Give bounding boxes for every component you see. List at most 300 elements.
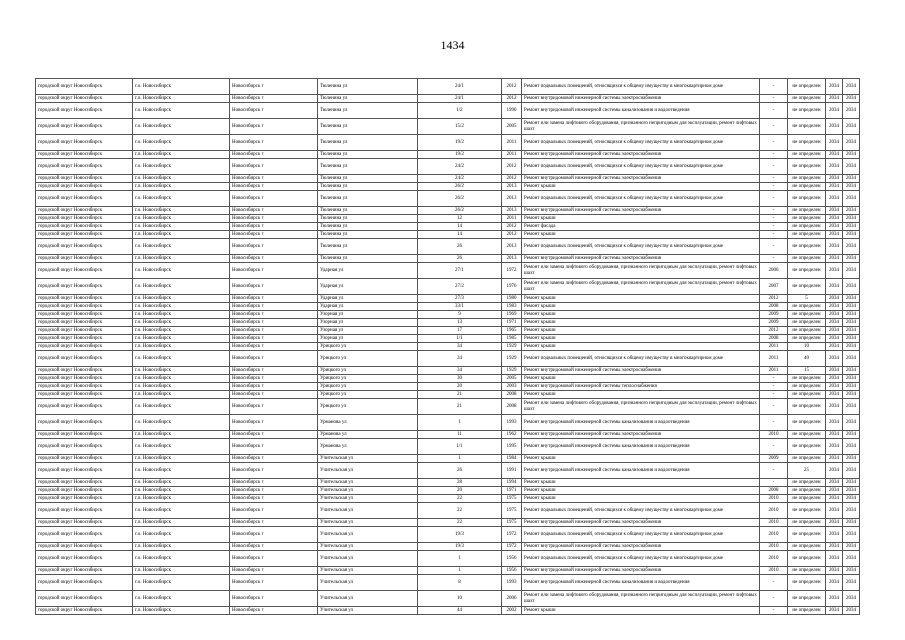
year-cell: 1993 <box>502 575 522 591</box>
table-row <box>36 135 860 151</box>
end-year-cell: 2034 <box>843 327 860 335</box>
end-year-cell: 2034 <box>843 311 860 319</box>
street-cell: Ударная ул <box>318 279 418 295</box>
street-cell: Урманова ул <box>318 431 418 439</box>
work-type-cell: Ремонт крыши <box>522 343 760 351</box>
start-year-cell: 2034 <box>826 519 843 527</box>
start-year-cell: 2034 <box>826 463 843 479</box>
work-type-cell: Ремонт подвальных помещений, относящихся к общему имуществу в многоквартирном доме <box>522 351 760 367</box>
start-year-cell: 2034 <box>826 119 843 135</box>
district-cell: городской округ Новосибирск <box>36 479 133 487</box>
municipality-cell: г.о. Новосибирск <box>133 159 230 175</box>
wear-cell: не определен <box>788 303 826 311</box>
start-year-cell: 2034 <box>826 263 843 279</box>
start-year-cell: 2034 <box>826 279 843 295</box>
street-cell: Учительская ул <box>318 591 418 607</box>
table-row <box>36 159 860 175</box>
end-year-cell: 2034 <box>843 295 860 303</box>
city-cell: Новосибирск г <box>230 607 318 615</box>
house-cell: 22 <box>418 519 502 527</box>
street-cell: Ударная ул <box>318 303 418 311</box>
start-year-cell: 2034 <box>826 255 843 263</box>
city-cell: Новосибирск г <box>230 191 318 207</box>
last-repair-cell: - <box>760 159 788 175</box>
year-cell: 1972 <box>502 527 522 543</box>
district-cell: городской округ Новосибирск <box>36 215 133 223</box>
last-repair-cell: - <box>760 103 788 119</box>
city-cell: Новосибирск г <box>230 335 318 343</box>
city-cell: Новосибирск г <box>230 527 318 543</box>
house-cell: 13 <box>418 319 502 327</box>
last-repair-cell: - <box>760 375 788 383</box>
last-repair-cell: - <box>760 207 788 215</box>
table-row <box>36 79 860 95</box>
year-cell: 2005 <box>502 119 522 135</box>
last-repair-cell: 2010 <box>760 495 788 503</box>
table-row <box>36 263 860 279</box>
table-row <box>36 495 860 503</box>
work-type-cell: Ремонт крыши <box>522 311 760 319</box>
start-year-cell: 2034 <box>826 575 843 591</box>
wear-cell: не определен <box>788 479 826 487</box>
wear-cell: не определен <box>788 607 826 615</box>
work-type-cell: Ремонт подвальных помещений, относящихся к общему имуществу в многоквартирном доме <box>522 527 760 543</box>
district-cell: городской округ Новосибирск <box>36 527 133 543</box>
municipality-cell: г.о. Новосибирск <box>133 79 230 95</box>
year-cell: 2011 <box>502 215 522 223</box>
work-type-cell: Ремонт подвальных помещений, относящихся к общему имуществу в многоквартирном доме <box>522 191 760 207</box>
end-year-cell: 2034 <box>843 79 860 95</box>
start-year-cell: 2034 <box>826 527 843 543</box>
district-cell: городской округ Новосибирск <box>36 135 133 151</box>
district-cell: городской округ Новосибирск <box>36 263 133 279</box>
wear-cell: не определен <box>788 119 826 135</box>
last-repair-cell: 2008 <box>760 303 788 311</box>
table-row <box>36 503 860 519</box>
district-cell: городской округ Новосибирск <box>36 607 133 615</box>
end-year-cell: 2034 <box>843 551 860 567</box>
last-repair-cell: 2009 <box>760 311 788 319</box>
street-cell: Урицкого ул <box>318 367 418 375</box>
year-cell: 1929 <box>502 343 522 351</box>
end-year-cell: 2034 <box>843 239 860 255</box>
municipality-cell: г.о. Новосибирск <box>133 311 230 319</box>
house-cell: 34 <box>418 351 502 367</box>
wear-cell: не определен <box>788 175 826 183</box>
end-year-cell: 2034 <box>843 207 860 215</box>
end-year-cell: 2034 <box>843 463 860 479</box>
end-year-cell: 2034 <box>843 487 860 495</box>
start-year-cell: 2034 <box>826 367 843 375</box>
house-cell: 15/2 <box>418 119 502 135</box>
house-cell: 24/2 <box>418 175 502 183</box>
work-type-cell: Ремонт подвальных помещений, относящихся к общему имуществу в многоквартирном доме <box>522 503 760 519</box>
work-type-cell: Ремонт крыши <box>522 319 760 327</box>
street-cell: Учительская ул <box>318 567 418 575</box>
city-cell: Новосибирск г <box>230 399 318 415</box>
district-cell: городской округ Новосибирск <box>36 431 133 439</box>
end-year-cell: 2034 <box>843 255 860 263</box>
municipality-cell: г.о. Новосибирск <box>133 519 230 527</box>
table-row <box>36 303 860 311</box>
district-cell: городской округ Новосибирск <box>36 415 133 431</box>
last-repair-cell: - <box>760 479 788 487</box>
street-cell: Узорная ул <box>318 327 418 335</box>
house-cell: 11 <box>418 431 502 439</box>
start-year-cell: 2034 <box>826 543 843 551</box>
street-cell: Тюленина ул <box>318 103 418 119</box>
municipality-cell: г.о. Новосибирск <box>133 551 230 567</box>
wear-cell: не определен <box>788 103 826 119</box>
start-year-cell: 2034 <box>826 215 843 223</box>
start-year-cell: 2034 <box>826 567 843 575</box>
street-cell: Ударная ул <box>318 295 418 303</box>
house-cell: 1 <box>418 567 502 575</box>
start-year-cell: 2034 <box>826 551 843 567</box>
street-cell: Тюленина ул <box>318 183 418 191</box>
street-cell: Тюленина ул <box>318 231 418 239</box>
start-year-cell: 2034 <box>826 495 843 503</box>
work-type-cell: Ремонт крыши <box>522 391 760 399</box>
start-year-cell: 2034 <box>826 151 843 159</box>
last-repair-cell: 2011 <box>760 351 788 367</box>
work-type-cell: Ремонт или замена лифтового оборудования, признанного непригодным для эксплуатации, ремонт лифтовых шахт <box>522 263 760 279</box>
house-cell: 28 <box>418 479 502 487</box>
district-cell: городской округ Новосибирск <box>36 375 133 383</box>
house-cell: 19/2 <box>418 151 502 159</box>
end-year-cell: 2034 <box>843 95 860 103</box>
street-cell: Учительская ул <box>318 607 418 615</box>
municipality-cell: г.о. Новосибирск <box>133 103 230 119</box>
wear-cell: не определен <box>788 191 826 207</box>
start-year-cell: 2034 <box>826 591 843 607</box>
last-repair-cell: 2012 <box>760 295 788 303</box>
street-cell: Тюленина ул <box>318 175 418 183</box>
table-row <box>36 455 860 463</box>
house-cell: 34 <box>418 367 502 375</box>
house-cell: 9 <box>418 311 502 319</box>
street-cell: Тюленина ул <box>318 119 418 135</box>
city-cell: Новосибирск г <box>230 375 318 383</box>
work-type-cell: Ремонт крыши <box>522 607 760 615</box>
last-repair-cell: - <box>760 95 788 103</box>
end-year-cell: 2034 <box>843 367 860 375</box>
work-type-cell: Ремонт внутридомовой инженерной системы электроснабжения <box>522 543 760 551</box>
table-row <box>36 519 860 527</box>
year-cell: 1929 <box>502 351 522 367</box>
wear-cell: не определен <box>788 543 826 551</box>
city-cell: Новосибирск г <box>230 103 318 119</box>
start-year-cell: 2034 <box>826 455 843 463</box>
city-cell: Новосибирск г <box>230 351 318 367</box>
street-cell: Учительская ул <box>318 479 418 487</box>
table-row <box>36 327 860 335</box>
end-year-cell: 2034 <box>843 415 860 431</box>
start-year-cell: 2034 <box>826 431 843 439</box>
year-cell: 2012 <box>502 79 522 95</box>
municipality-cell: г.о. Новосибирск <box>133 255 230 263</box>
house-cell: 1 <box>418 551 502 567</box>
table-row <box>36 343 860 351</box>
district-cell: городской округ Новосибирск <box>36 319 133 327</box>
year-cell: 1995 <box>502 439 522 455</box>
district-cell: городской округ Новосибирск <box>36 103 133 119</box>
street-cell: Тюленина ул <box>318 135 418 151</box>
last-repair-cell: 2012 <box>760 327 788 335</box>
year-cell: 2012 <box>502 223 522 231</box>
wear-cell: не определен <box>788 135 826 151</box>
year-cell: 1929 <box>502 367 522 375</box>
last-repair-cell: - <box>760 231 788 239</box>
table-row <box>36 103 860 119</box>
table-row <box>36 415 860 431</box>
house-cell: 19/3 <box>418 527 502 543</box>
start-year-cell: 2034 <box>826 479 843 487</box>
work-type-cell: Ремонт крыши <box>522 335 760 343</box>
wear-cell: не определен <box>788 151 826 159</box>
last-repair-cell: 2010 <box>760 551 788 567</box>
district-cell: городской округ Новосибирск <box>36 399 133 415</box>
table-row <box>36 391 860 399</box>
year-cell: 2002 <box>502 607 522 615</box>
municipality-cell: г.о. Новосибирск <box>133 327 230 335</box>
last-repair-cell: 2008 <box>760 335 788 343</box>
start-year-cell: 2034 <box>826 295 843 303</box>
wear-cell: не определен <box>788 431 826 439</box>
end-year-cell: 2034 <box>843 591 860 607</box>
house-cell: 10 <box>418 591 502 607</box>
district-cell: городской округ Новосибирск <box>36 575 133 591</box>
wear-cell: не определен <box>788 279 826 295</box>
start-year-cell: 2034 <box>826 343 843 351</box>
wear-cell: не определен <box>788 255 826 263</box>
wear-cell: не определен <box>788 183 826 191</box>
house-cell: 44 <box>418 607 502 615</box>
house-cell: 19/3 <box>418 543 502 551</box>
district-cell: городской округ Новосибирск <box>36 335 133 343</box>
house-cell: 26 <box>418 239 502 255</box>
city-cell: Новосибирск г <box>230 567 318 575</box>
house-cell: 1 <box>418 415 502 431</box>
district-cell: городской округ Новосибирск <box>36 295 133 303</box>
house-cell: 1/1 <box>418 335 502 343</box>
street-cell: Учительская ул <box>318 455 418 463</box>
street-cell: Тюленина ул <box>318 191 418 207</box>
district-cell: городской округ Новосибирск <box>36 367 133 375</box>
work-type-cell: Ремонт внутридомовой инженерной системы электроснабжения <box>522 175 760 183</box>
municipality-cell: г.о. Новосибирск <box>133 375 230 383</box>
year-cell: 2008 <box>502 399 522 415</box>
wear-cell: не определен <box>788 455 826 463</box>
street-cell: Узорная ул <box>318 311 418 319</box>
district-cell: городской округ Новосибирск <box>36 191 133 207</box>
start-year-cell: 2034 <box>826 223 843 231</box>
work-type-cell: Ремонт внутридомовой инженерной системы электроснабжения <box>522 207 760 215</box>
municipality-cell: г.о. Новосибирск <box>133 303 230 311</box>
last-repair-cell: - <box>760 215 788 223</box>
wear-cell: 5 <box>788 295 826 303</box>
street-cell: Учительская ул <box>318 543 418 551</box>
end-year-cell: 2034 <box>843 303 860 311</box>
table-row <box>36 463 860 479</box>
city-cell: Новосибирск г <box>230 255 318 263</box>
end-year-cell: 2034 <box>843 183 860 191</box>
house-cell: 30 <box>418 375 502 383</box>
year-cell: 1971 <box>502 319 522 327</box>
city-cell: Новосибирск г <box>230 543 318 551</box>
work-type-cell: Ремонт крыши <box>522 215 760 223</box>
year-cell: 1975 <box>502 503 522 519</box>
last-repair-cell: - <box>760 463 788 479</box>
work-type-cell: Ремонт крыши <box>522 487 760 495</box>
table-row <box>36 175 860 183</box>
end-year-cell: 2034 <box>843 455 860 463</box>
end-year-cell: 2034 <box>843 383 860 391</box>
municipality-cell: г.о. Новосибирск <box>133 279 230 295</box>
last-repair-cell: - <box>760 439 788 455</box>
year-cell: 1983 <box>502 303 522 311</box>
municipality-cell: г.о. Новосибирск <box>133 463 230 479</box>
year-cell: 1956 <box>502 567 522 575</box>
municipality-cell: г.о. Новосибирск <box>133 487 230 495</box>
work-type-cell: Ремонт внутридомовой инженерной системы электроснабжения <box>522 431 760 439</box>
house-cell: 24/1 <box>418 79 502 95</box>
municipality-cell: г.о. Новосибирск <box>133 367 230 375</box>
district-cell: городской округ Новосибирск <box>36 455 133 463</box>
street-cell: Урицкого ул <box>318 383 418 391</box>
municipality-cell: г.о. Новосибирск <box>133 567 230 575</box>
end-year-cell: 2034 <box>843 135 860 151</box>
city-cell: Новосибирск г <box>230 175 318 183</box>
wear-cell: не определен <box>788 223 826 231</box>
district-cell: городской округ Новосибирск <box>36 351 133 367</box>
end-year-cell: 2034 <box>843 343 860 351</box>
municipality-cell: г.о. Новосибирск <box>133 151 230 159</box>
last-repair-cell: 2008 <box>760 487 788 495</box>
wear-cell: не определен <box>788 495 826 503</box>
table-row <box>36 375 860 383</box>
table-row <box>36 351 860 367</box>
district-cell: городской округ Новосибирск <box>36 119 133 135</box>
end-year-cell: 2034 <box>843 279 860 295</box>
house-cell: 26/2 <box>418 183 502 191</box>
municipality-cell: г.о. Новосибирск <box>133 95 230 103</box>
city-cell: Новосибирск г <box>230 487 318 495</box>
table-row <box>36 527 860 543</box>
table-row <box>36 607 860 615</box>
municipality-cell: г.о. Новосибирск <box>133 295 230 303</box>
last-repair-cell: - <box>760 119 788 135</box>
last-repair-cell: 2009 <box>760 455 788 463</box>
work-type-cell: Ремонт внутридомовой инженерной системы электроснабжения <box>522 95 760 103</box>
table-row <box>36 183 860 191</box>
city-cell: Новосибирск г <box>230 231 318 239</box>
municipality-cell: г.о. Новосибирск <box>133 383 230 391</box>
municipality-cell: г.о. Новосибирск <box>133 191 230 207</box>
street-cell: Узорная ул <box>318 335 418 343</box>
end-year-cell: 2034 <box>843 151 860 159</box>
start-year-cell: 2034 <box>826 311 843 319</box>
end-year-cell: 2034 <box>843 319 860 327</box>
table-row <box>36 151 860 159</box>
table-row <box>36 335 860 343</box>
work-type-cell: Ремонт подвальных помещений, относящихся к общему имуществу в многоквартирном доме <box>522 79 760 95</box>
last-repair-cell: 2010 <box>760 519 788 527</box>
end-year-cell: 2034 <box>843 479 860 487</box>
start-year-cell: 2034 <box>826 607 843 615</box>
work-type-cell: Ремонт крыши <box>522 303 760 311</box>
work-type-cell: Ремонт или замена лифтового оборудования, признанного непригодным для эксплуатации, ремонт лифтовых шахт <box>522 399 760 415</box>
house-cell: 24/1 <box>418 95 502 103</box>
house-cell: 33/1 <box>418 303 502 311</box>
street-cell: Тюленина ул <box>318 95 418 103</box>
last-repair-cell: 2010 <box>760 543 788 551</box>
house-cell: 26 <box>418 463 502 479</box>
district-cell: городской округ Новосибирск <box>36 303 133 311</box>
year-cell: 2012 <box>502 95 522 103</box>
street-cell: Учительская ул <box>318 503 418 519</box>
end-year-cell: 2034 <box>843 263 860 279</box>
municipality-cell: г.о. Новосибирск <box>133 479 230 487</box>
municipality-cell: г.о. Новосибирск <box>133 239 230 255</box>
work-type-cell: Ремонт крыши <box>522 479 760 487</box>
table-row <box>36 367 860 375</box>
last-repair-cell: - <box>760 183 788 191</box>
work-type-cell: Ремонт крыши <box>522 495 760 503</box>
city-cell: Новосибирск г <box>230 119 318 135</box>
house-cell: 17 <box>418 327 502 335</box>
city-cell: Новосибирск г <box>230 575 318 591</box>
district-cell: городской округ Новосибирск <box>36 383 133 391</box>
table-row <box>36 591 860 607</box>
city-cell: Новосибирск г <box>230 383 318 391</box>
last-repair-cell: 2010 <box>760 567 788 575</box>
start-year-cell: 2034 <box>826 239 843 255</box>
wear-cell: 15 <box>788 367 826 375</box>
district-cell: городской округ Новосибирск <box>36 255 133 263</box>
city-cell: Новосибирск г <box>230 263 318 279</box>
municipality-cell: г.о. Новосибирск <box>133 503 230 519</box>
street-cell: Узорная ул <box>318 319 418 327</box>
work-type-cell: Ремонт внутридомовой инженерной системы канализования и водоотведения <box>522 103 760 119</box>
last-repair-cell: 2011 <box>760 367 788 375</box>
district-cell: городской округ Новосибирск <box>36 591 133 607</box>
city-cell: Новосибирск г <box>230 159 318 175</box>
wear-cell: не определен <box>788 567 826 575</box>
municipality-cell: г.о. Новосибирск <box>133 415 230 431</box>
house-cell: 19/2 <box>418 135 502 151</box>
start-year-cell: 2034 <box>826 103 843 119</box>
start-year-cell: 2034 <box>826 79 843 95</box>
house-cell: 14 <box>418 231 502 239</box>
wear-cell: не определен <box>788 503 826 519</box>
end-year-cell: 2034 <box>843 575 860 591</box>
work-type-cell: Ремонт внутридомовой инженерной системы электроснабжения <box>522 151 760 159</box>
year-cell: 1976 <box>502 279 522 295</box>
district-cell: городской округ Новосибирск <box>36 175 133 183</box>
work-type-cell: Ремонт внутридомовой инженерной системы канализования и водоотведения <box>522 575 760 591</box>
year-cell: 2012 <box>502 175 522 183</box>
year-cell: 1991 <box>502 463 522 479</box>
house-cell: 1/2 <box>418 103 502 119</box>
start-year-cell: 2034 <box>826 303 843 311</box>
end-year-cell: 2034 <box>843 375 860 383</box>
start-year-cell: 2034 <box>826 503 843 519</box>
city-cell: Новосибирск г <box>230 295 318 303</box>
last-repair-cell: - <box>760 151 788 159</box>
table-row <box>36 311 860 319</box>
table-row <box>36 479 860 487</box>
